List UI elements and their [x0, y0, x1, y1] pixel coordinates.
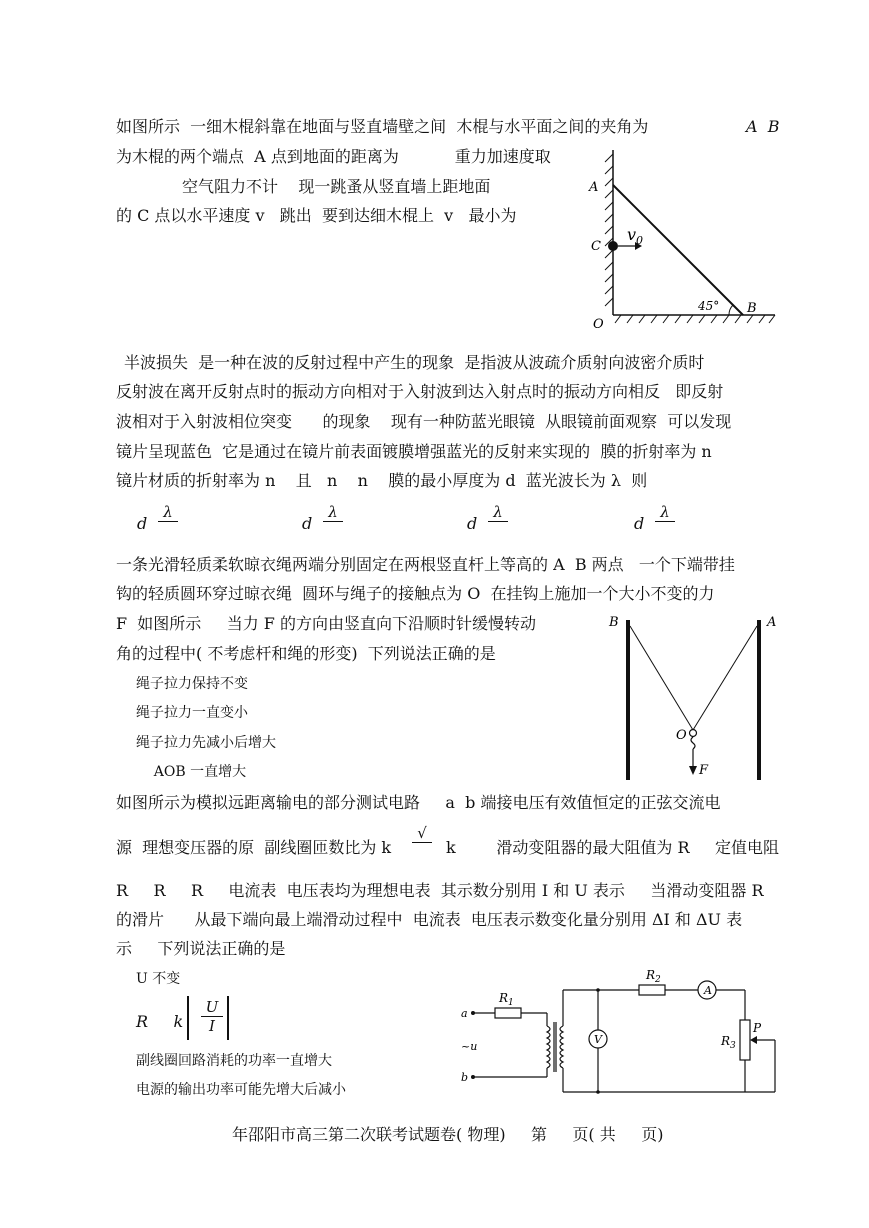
q4-line3: R R R 电流表 电压表均为理想电表 其示数分别用 I 和 U 表示 当滑动变阻器 R [116, 881, 764, 900]
q1-line1: 如图所示 一细木棍斜靠在地面与竖直墙壁之间 木棍与水平面之间的夹角为 [116, 117, 649, 136]
q3-line4: 角的过程中( 不考虑杆和绳的形变) 下列说法正确的是 [116, 644, 496, 663]
q4-line1: 如图所示为模拟远距离输电的部分测试电路 a b 端接电压有效值恒定的正弦交流电 [116, 793, 721, 812]
label-R1: R [499, 991, 509, 1005]
q2-line2: 反射波在离开反射点时的振动方向相对于入射波到达入射点时的振动方向相反 即反射 [116, 382, 724, 401]
q4-option-a: U 不变 [136, 971, 181, 987]
q2-option-c-var: d [467, 514, 478, 533]
q1-line3: 空气阻力不计 现一跳蚤从竖直墙上距地面 [182, 177, 491, 196]
q3-line3: F 如图所示 当力 F 的方向由竖直向下沿顺时针缓慢转动 [116, 614, 536, 633]
abs-bar-right [227, 996, 229, 1040]
label-R1-sub: 1 [508, 998, 514, 1008]
wall-stick-figure [585, 140, 785, 335]
q2-line1: 半波损失 是一种在波的反射过程中产生的现象 是指波从波疏介质射向波密介质时 [124, 353, 705, 372]
label-v0-sub: 0 [636, 234, 643, 247]
q4-line5: 示 下列说法正确的是 [116, 939, 286, 958]
q4-line4: 的滑片 从最下端向最上端滑动过程中 电流表 电压表示数变化量分别用 ΔI 和 ΔU 表 [116, 910, 743, 929]
q4-ratio-frac: √ [412, 824, 432, 843]
label-R3: R [721, 1034, 731, 1048]
q3-line2: 钩的轻质圆环穿过晾衣绳 圆环与绳子的接触点为 O 在挂钩上施加一个大小不变的力 [116, 584, 715, 603]
label-b: b [461, 1071, 469, 1084]
q3-option-b: 绳子拉力一直变小 [136, 705, 248, 721]
page-footer: 年邵阳市高三第二次联考试题卷( 物理) 第 页( 共 页) [232, 1125, 664, 1144]
label-B: B [609, 615, 619, 630]
q1-line4: 的 C 点以水平速度 v 跳出 要到达细木棍上 v 最小为 [116, 206, 517, 225]
clothesline-figure [600, 608, 785, 786]
label-R3-sub: 3 [730, 1041, 736, 1051]
q2-option-b-var: d [302, 514, 313, 533]
circuit-figure [455, 962, 785, 1097]
q2-line5: 镜片材质的折射率为 n 且 n n 膜的最小厚度为 d 蓝光波长为 λ 则 [116, 471, 648, 490]
label-O: O [676, 728, 687, 743]
q3-option-a: 绳子拉力保持不变 [136, 676, 248, 692]
q2-option-a-frac: λ [158, 503, 178, 522]
label-O: O [593, 317, 604, 332]
q2-option-b-frac: λ [323, 503, 343, 522]
q1-line2: 为木棍的两个端点 A 点到地面的距离为 重力加速度取 [116, 147, 551, 166]
ammeter-label: A [704, 984, 712, 997]
q2-line3: 波相对于入射波相位突变 的现象 现有一种防蓝光眼镜 从眼镜前面观察 可以发现 [116, 412, 732, 431]
label-B: B [747, 301, 757, 316]
q3-line1: 一条光滑轻质柔软晾衣绳两端分别固定在两根竖直杆上等高的 A B 两点 一个下端带挂 [116, 555, 735, 574]
label-A: A [589, 180, 599, 195]
label-R2: R [646, 968, 656, 982]
q4-option-b-R: R k [136, 1012, 184, 1031]
q4-option-d: 电源的输出功率可能先增大后减小 [136, 1082, 346, 1098]
label-v0: v [627, 225, 637, 244]
label-C: C [591, 239, 601, 254]
q3-option-d: AOB 一直增大 [136, 764, 247, 780]
label-F: F [699, 763, 709, 778]
q2-option-d-frac: λ [655, 503, 675, 522]
label-A: A [767, 615, 777, 630]
angle-label: 45° [698, 299, 720, 313]
q4-line2b: k 滑动变阻器的最大阻值为 R 定值电阻 [446, 838, 779, 857]
q2-option-a-var: d [137, 514, 148, 533]
q2-option-d-var: d [634, 514, 645, 533]
q4-line2a: 源 理想变压器的原 副线圈匝数比为 k [116, 838, 392, 857]
q4-option-c: 副线圈回路消耗的功率一直增大 [136, 1053, 332, 1069]
label-R2-sub: 2 [655, 975, 661, 985]
abs-bar-left [187, 996, 189, 1040]
q3-option-c: 绳子拉力先减小后增大 [136, 735, 276, 751]
label-u: ~u [461, 1040, 478, 1053]
label-a: a [461, 1007, 468, 1020]
q1-line1-tail: A B [746, 117, 780, 136]
q2-option-c-frac: λ [488, 503, 508, 522]
q4-option-b-frac: $\frac{U}{I}$ [201, 998, 223, 1035]
label-P: P [753, 1021, 762, 1035]
q2-line4: 镜片呈现蓝色 它是通过在镜片前表面镀膜增强蓝光的反射来实现的 膜的折射率为 n [116, 442, 712, 461]
voltmeter-label: V [594, 1033, 602, 1046]
